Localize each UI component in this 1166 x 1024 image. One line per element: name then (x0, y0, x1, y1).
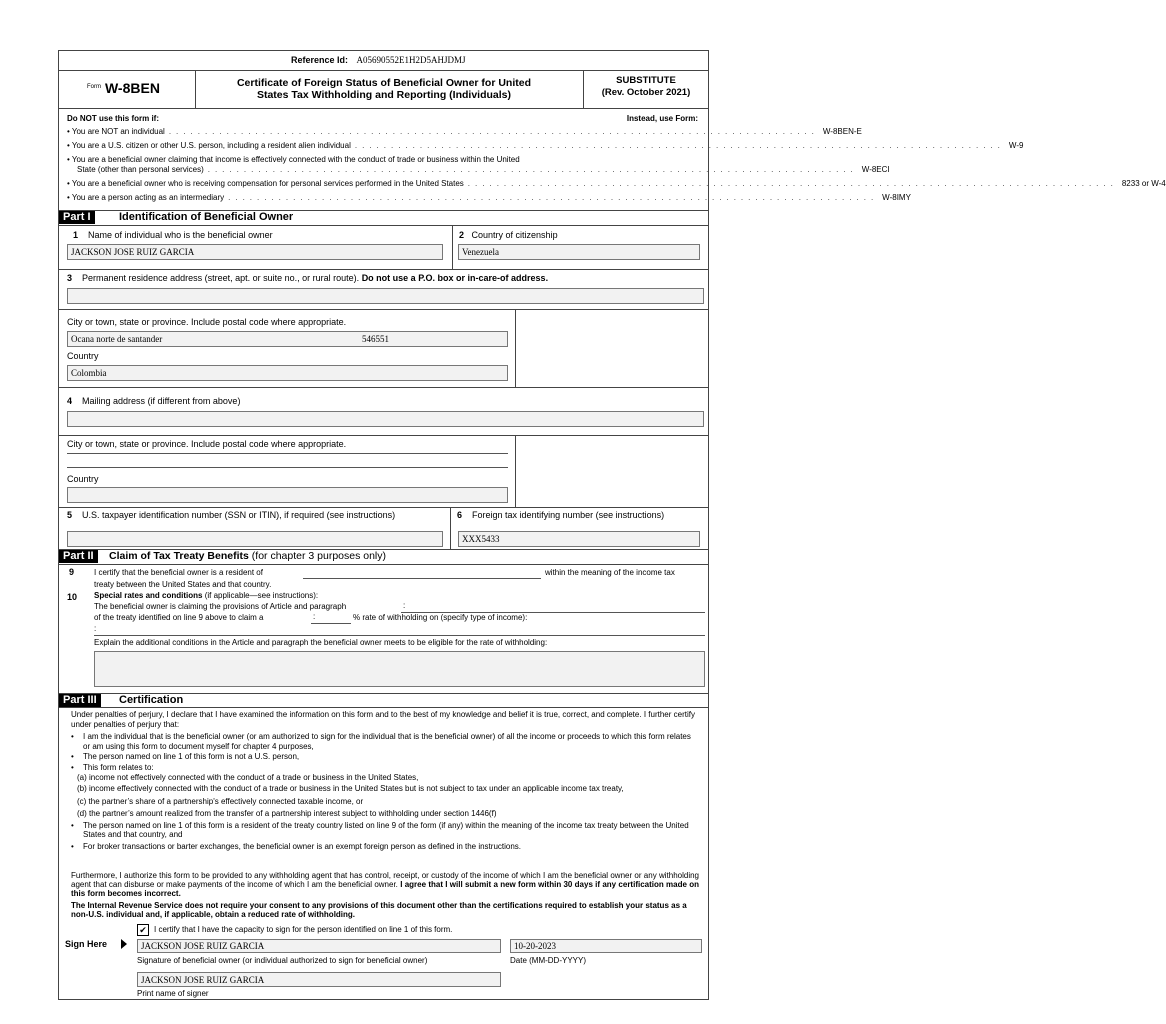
part2-title: Claim of Tax Treaty Benefits (for chapter 3 purposes only) (109, 550, 387, 562)
line2-label: 2 Country of citizenship (459, 230, 558, 240)
do-not-use-item: • You are a U.S. citizen or other U.S. person, including a resident alien individual .......................................................................................... W-9 (67, 141, 1024, 150)
substitute-label: SUBSTITUTE (616, 75, 676, 86)
check-icon: ✔ (139, 925, 147, 935)
do-not-use-item: • You are a beneficial owner claiming that income is effectively connected with the conduct of trade or business within the United (67, 155, 520, 164)
name-field[interactable]: JACKSON JOSE RUIZ GARCIA (67, 244, 443, 260)
irs-note: The Internal Revenue Service does not require your consent to any provisions of this document other than the certifications required to establish your status as a non-U.S. individual and, if applicable, obtain a reduced rate of withholding. (71, 901, 687, 920)
line10-number: 10 (67, 592, 78, 602)
title-line1: Certificate of Foreign Status of Beneficial Owner for United (236, 77, 532, 89)
mail-city-label: City or town, state or province. Include postal code where appropriate. (67, 439, 347, 449)
line10-text-b: of the treaty identified on line 9 above to claim a (94, 613, 264, 622)
postal-value: 546551 (362, 334, 389, 344)
line9-text-b: within the meaning of the income tax (545, 568, 675, 577)
part3-title: Certification (119, 694, 184, 706)
signature-label: Signature of beneficial owner (or individual authorized to sign for beneficial owner) (137, 956, 428, 965)
reference-value: A05690552E1H2D5AHJDMJ (356, 55, 466, 65)
ssn-itin-field[interactable] (67, 531, 443, 547)
print-name-field[interactable]: JACKSON JOSE RUIZ GARCIA (137, 972, 501, 987)
furthermore-text: Furthermore, I authorize this form to be provided to any withholding agent that has control, receipt, or custody of the income of which I am the beneficial owner or any withholding agent that can disburse or make payments of the income of which I am the beneficial owner. I agree that I will submit a new form within 30 days if any certification made on this form becomes incorrect. (71, 871, 699, 899)
city-field[interactable] (67, 331, 508, 347)
w8ben-form (58, 50, 1166, 1000)
mail-country-label: Country (67, 474, 99, 484)
part3-label: Part III (59, 694, 101, 707)
reference-label: Reference Id: (291, 55, 349, 65)
do-not-use-heading: Do NOT use this form if: (67, 114, 159, 123)
revision-label: (Rev. October 2021) (601, 87, 691, 98)
line6-label: 6 Foreign tax identifying number (see instructions) (457, 510, 665, 520)
address-field[interactable] (67, 288, 704, 304)
country-field[interactable]: Colombia (67, 365, 508, 381)
ftin-field[interactable]: XXX5433 (458, 531, 700, 547)
colon: : (94, 624, 97, 633)
part1-label: Part I (59, 211, 95, 224)
line3-label: 3 Permanent residence address (street, apt. or suite no., or rural route). Do not use a P.O. box or in-care-of address. (67, 273, 549, 283)
citizenship-field[interactable]: Venezuela (458, 244, 700, 260)
print-name-label: Print name of signer (137, 989, 209, 998)
explain-text: Explain the additional conditions in the Article and paragraph the beneficial owner meets to be eligible for the rate of withholding: (94, 638, 548, 647)
explain-field[interactable] (94, 651, 705, 687)
date-label: Date (MM-DD-YYYY) (510, 956, 587, 965)
capacity-text: I certify that I have the capacity to sign for the person identified on line 1 of this form. (154, 925, 453, 934)
colon: : (403, 601, 406, 610)
line1-label: 1 Name of individual who is the beneficial owner (73, 230, 273, 240)
form-title (199, 77, 569, 101)
line9-text: I certify that the beneficial owner is a resident of (94, 568, 263, 577)
income-type-line[interactable] (94, 635, 705, 636)
substitute-box (583, 75, 709, 99)
capacity-checkbox[interactable] (137, 924, 149, 936)
line9-text-c: treaty between the United States and that country. (94, 580, 272, 589)
do-not-use-item: • You are NOT an individual .......................................................................................... W-8BEN-E (67, 127, 862, 136)
part2-label: Part II (59, 550, 98, 563)
do-not-use-item: • You are a person acting as an intermediary .......................................................................................... W-8IMY (67, 193, 911, 202)
sign-here-label: Sign Here (65, 939, 108, 949)
title-line2: States Tax Withholding and Reporting (Individuals) (256, 89, 512, 101)
line10-text-a: The beneficial owner is claiming the provisions of Article and paragraph (94, 602, 347, 611)
do-not-use-item: State (other than personal services) .......................................................................................... W-8ECI (77, 165, 890, 174)
form-name: W-8BEN (105, 80, 160, 96)
cert-bullet: • I am the individual that is the beneficial owner (or am authorized to sign for the individual that is the beneficial owner) of all the income or proceeds to which this form relates or am using this form to document myself for chapter 4 purposes, • The person named on line 1 of this form is not a U.S. person, • This form relates to: (a) income not effectively connected with the conduct of a trade or business in the United States, (b) income effectively connected with the conduct of a trade or business in the United States but is not subject to tax under an applicable income tax treaty, (c) the partner’s share of a partnership's effectively connected taxable income, or (d) the partner’s amount realized from the transfer of a partnership interest subject to withholding under section 1446(f) • The person named on line 1 of this form is a resident of the treaty country listed on line 9 of the form (if any) within the meaning of the income tax treaty between the United States and that country, and • For broker transactions or barter exchanges, the beneficial owner is an exempt foreign person as defined in the instructions. (71, 732, 691, 851)
line9-number: 9 (69, 567, 75, 577)
line4-label: 4 Mailing address (if different from above) (67, 396, 241, 406)
colon: : (313, 612, 316, 621)
city-value: Ocana norte de santander (71, 334, 163, 344)
mailing-address-field[interactable] (67, 411, 704, 427)
reference-id (291, 55, 466, 65)
country-label: Country (67, 351, 99, 361)
treaty-country-line[interactable] (303, 578, 541, 579)
sign-arrow-icon (121, 939, 127, 949)
part1-title: Identification of Beneficial Owner (119, 211, 294, 223)
signature-field[interactable]: JACKSON JOSE RUIZ GARCIA (137, 939, 501, 953)
line10-title: Special rates and conditions (if applicable—see instructions): (94, 591, 319, 600)
mail-country-field[interactable] (67, 487, 508, 503)
do-not-use-item: • You are a beneficial owner who is receiving compensation for personal services performed in the United States .......................................................................................... 8233 or W-4 (67, 179, 1166, 188)
cert-intro: Under penalties of perjury, I declare that I have examined the information on this form and to the best of my knowledge and belief it is true, correct, and complete. I further certify under penalties of perjury that: (71, 710, 695, 729)
date-field[interactable]: 10-20-2023 (510, 939, 702, 953)
form-word: Form (87, 84, 101, 90)
rate-line[interactable] (311, 623, 351, 624)
line5-label: 5 U.S. taxpayer identification number (SSN or ITIN), if required (see instructions) (67, 510, 396, 520)
line10-text-c: % rate of withholding on (specify type of income): (353, 613, 528, 622)
city-label: City or town, state or province. Include postal code where appropriate. (67, 317, 347, 327)
instead-use-heading: Instead, use Form: (626, 114, 698, 123)
